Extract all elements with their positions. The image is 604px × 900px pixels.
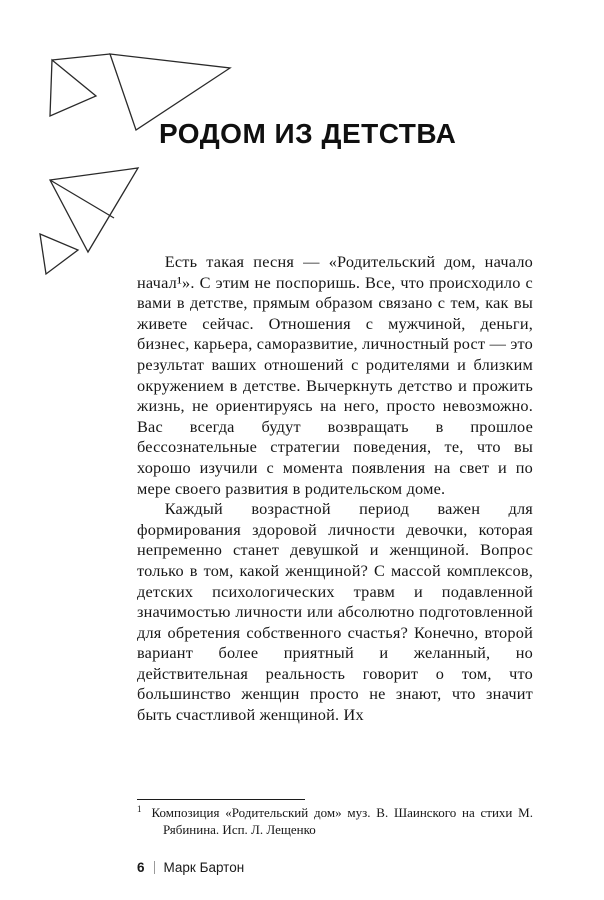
footnote-divider xyxy=(137,799,305,800)
footer-author: Марк Бартон xyxy=(163,860,245,875)
chapter-title: РОДОМ ИЗ ДЕТСТВА xyxy=(159,118,457,149)
body-text xyxy=(137,252,533,726)
footer-divider xyxy=(154,861,155,874)
paragraph: Есть такая песня — «Родительский дом, начало начал¹». С этим не поспоришь. Все, что происходило с вами в детстве, прямым образом связано с тем, как вы живете сейчас. Отношения с мужчиной, деньги, бизнес, карьера, саморазвитие, личностный рост — это результат ваших отношений с родителями и близким окружением в детстве. Вычеркнуть детство и прожить жизнь, не ориентируясь на него, просто невозможно. Вас всегда будут возвращать в прошлое бессознательные стратегии поведения, те, что вы хорошо изучили с момента появления на свет и по мере своего развития в родительском доме. xyxy=(137,252,533,498)
footnote-text: Композиция «Родительский дом» муз. В. Шаинского на стихи М. Рябинина. Исп. Л. Лещенко xyxy=(151,805,533,837)
page-number: 6 xyxy=(137,860,145,875)
footnote-marker: 1 xyxy=(137,803,142,814)
footnote xyxy=(137,804,533,838)
paragraph: Каждый возрастной период важен для формирования здоровой личности девочки, которая непременно станет девушкой и женщиной. Вопрос только в том, какой женщиной? С массой комплексов, детских психологических травм и подавленной значимостью личности или абсолютно подготовленной для обретения собственного счастья? Конечно, второй вариант более приятный и желанный, но действительная реальность говорит о том, что большинство женщин просто не знают, что значит быть счастливой женщиной. Их xyxy=(137,499,533,725)
page-footer xyxy=(137,860,244,875)
decorative-triangles-icon xyxy=(34,42,244,282)
